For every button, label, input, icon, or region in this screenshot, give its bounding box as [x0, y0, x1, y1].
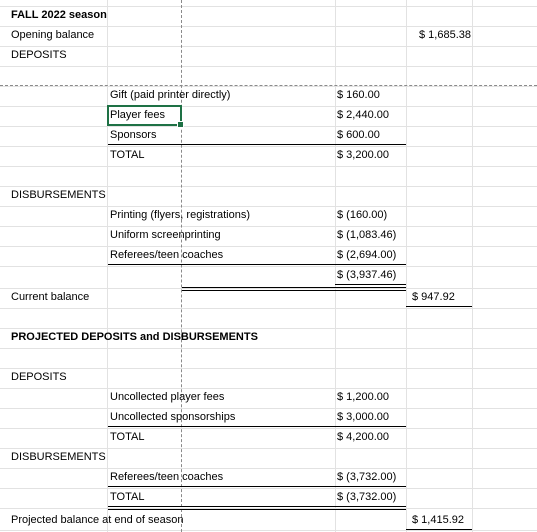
projected-disbursement-total-label[interactable]: TOTAL [110, 491, 145, 503]
projected-header[interactable]: PROJECTED DEPOSITS and DISBURSEMENTS [11, 331, 258, 343]
projected-deposit-total-amount[interactable]: $ 4,200.00 [337, 431, 389, 443]
opening-balance-value[interactable]: $ 1,685.38 [419, 29, 471, 41]
disbursement-item-amount[interactable]: $ (160.00) [337, 209, 388, 221]
projected-disbursement-label[interactable]: Referees/teen coaches [110, 471, 224, 483]
deposit-total-label[interactable]: TOTAL [110, 149, 145, 161]
gridline-column [107, 0, 108, 532]
disbursement-item-amount[interactable]: $ (2,694.00) [337, 249, 397, 261]
gridline-row [0, 488, 537, 489]
gridline-row [0, 266, 537, 267]
projected-deposits-label[interactable]: DEPOSITS [11, 371, 67, 383]
deposit-item-amount[interactable]: $ 600.00 [337, 129, 380, 141]
gridline-row [0, 408, 537, 409]
gridline-row [0, 166, 537, 167]
projected-end-label[interactable]: Projected balance at end of season [11, 514, 184, 526]
projected-disbursement-amount[interactable]: $ (3,732.00) [337, 471, 397, 483]
gridline-row [0, 308, 537, 309]
current-balance-double-rule [182, 287, 406, 291]
gridline-row [0, 388, 537, 389]
projected-deposit-label[interactable]: Uncollected player fees [110, 391, 225, 403]
gridline-row [0, 206, 537, 207]
deposit-item-amount[interactable]: $ 160.00 [337, 89, 380, 101]
projected-end-underline [406, 529, 472, 530]
deposit-total-amount[interactable]: $ 3,200.00 [337, 149, 389, 161]
gridline-row [0, 348, 537, 349]
gridline-row [0, 126, 537, 127]
disbursements-label[interactable]: DISBURSEMENTS [11, 189, 106, 201]
projected-disbursement-total-amount[interactable]: $ (3,732.00) [337, 491, 397, 503]
gridline-row [0, 66, 537, 67]
projected-deposit-label[interactable]: Uncollected sponsorships [110, 411, 236, 423]
projected-disbursements-label[interactable]: DISBURSEMENTS [11, 451, 106, 463]
gridline-column [335, 0, 336, 532]
gridline-row [0, 106, 537, 107]
gridline-row [0, 226, 537, 227]
gridline-column [472, 0, 473, 532]
page-break-vertical [181, 0, 182, 532]
selected-cell-outline[interactable] [107, 105, 182, 126]
disbursement-item-label[interactable]: Uniform screenprinting [110, 229, 221, 241]
gridline-row [0, 86, 537, 87]
projected-end-value[interactable]: $ 1,415.92 [412, 514, 464, 526]
current-balance-value[interactable]: $ 947.92 [412, 291, 455, 303]
projected-deposit-amount[interactable]: $ 1,200.00 [337, 391, 389, 403]
page-break-horizontal [0, 85, 537, 86]
deposit-item-label[interactable]: Gift (paid printer directly) [110, 89, 231, 101]
gridline-row [0, 146, 537, 147]
current-balance-underline [406, 306, 472, 307]
season-title[interactable]: FALL 2022 season [11, 9, 107, 21]
projected-deposit-total-label[interactable]: TOTAL [110, 431, 145, 443]
deposits-label[interactable]: DEPOSITS [11, 49, 67, 61]
gridline-row [0, 246, 537, 247]
deposit-item-amount[interactable]: $ 2,440.00 [337, 109, 389, 121]
gridline-row [0, 368, 537, 369]
gridline-row [0, 530, 537, 531]
gridline-row [0, 428, 537, 429]
disbursement-total-amount[interactable]: $ (3,937.46) [337, 269, 397, 281]
projected-deposit-amount[interactable]: $ 3,000.00 [337, 411, 389, 423]
opening-balance-label[interactable]: Opening balance [11, 29, 95, 41]
gridline-column [406, 0, 407, 532]
gridline-row [0, 46, 537, 47]
disbursement-total-underline [335, 284, 406, 285]
deposit-item-label[interactable]: Player fees [110, 109, 166, 121]
disbursement-item-label[interactable]: Referees/teen coaches [110, 249, 224, 261]
gridline-row [0, 468, 537, 469]
disbursement-item-amount[interactable]: $ (1,083.46) [337, 229, 397, 241]
current-balance-label[interactable]: Current balance [11, 291, 90, 303]
deposit-item-label[interactable]: Sponsors [110, 129, 157, 141]
fill-handle[interactable] [177, 121, 184, 128]
disbursement-item-label[interactable]: Printing (flyers, registrations) [110, 209, 250, 221]
